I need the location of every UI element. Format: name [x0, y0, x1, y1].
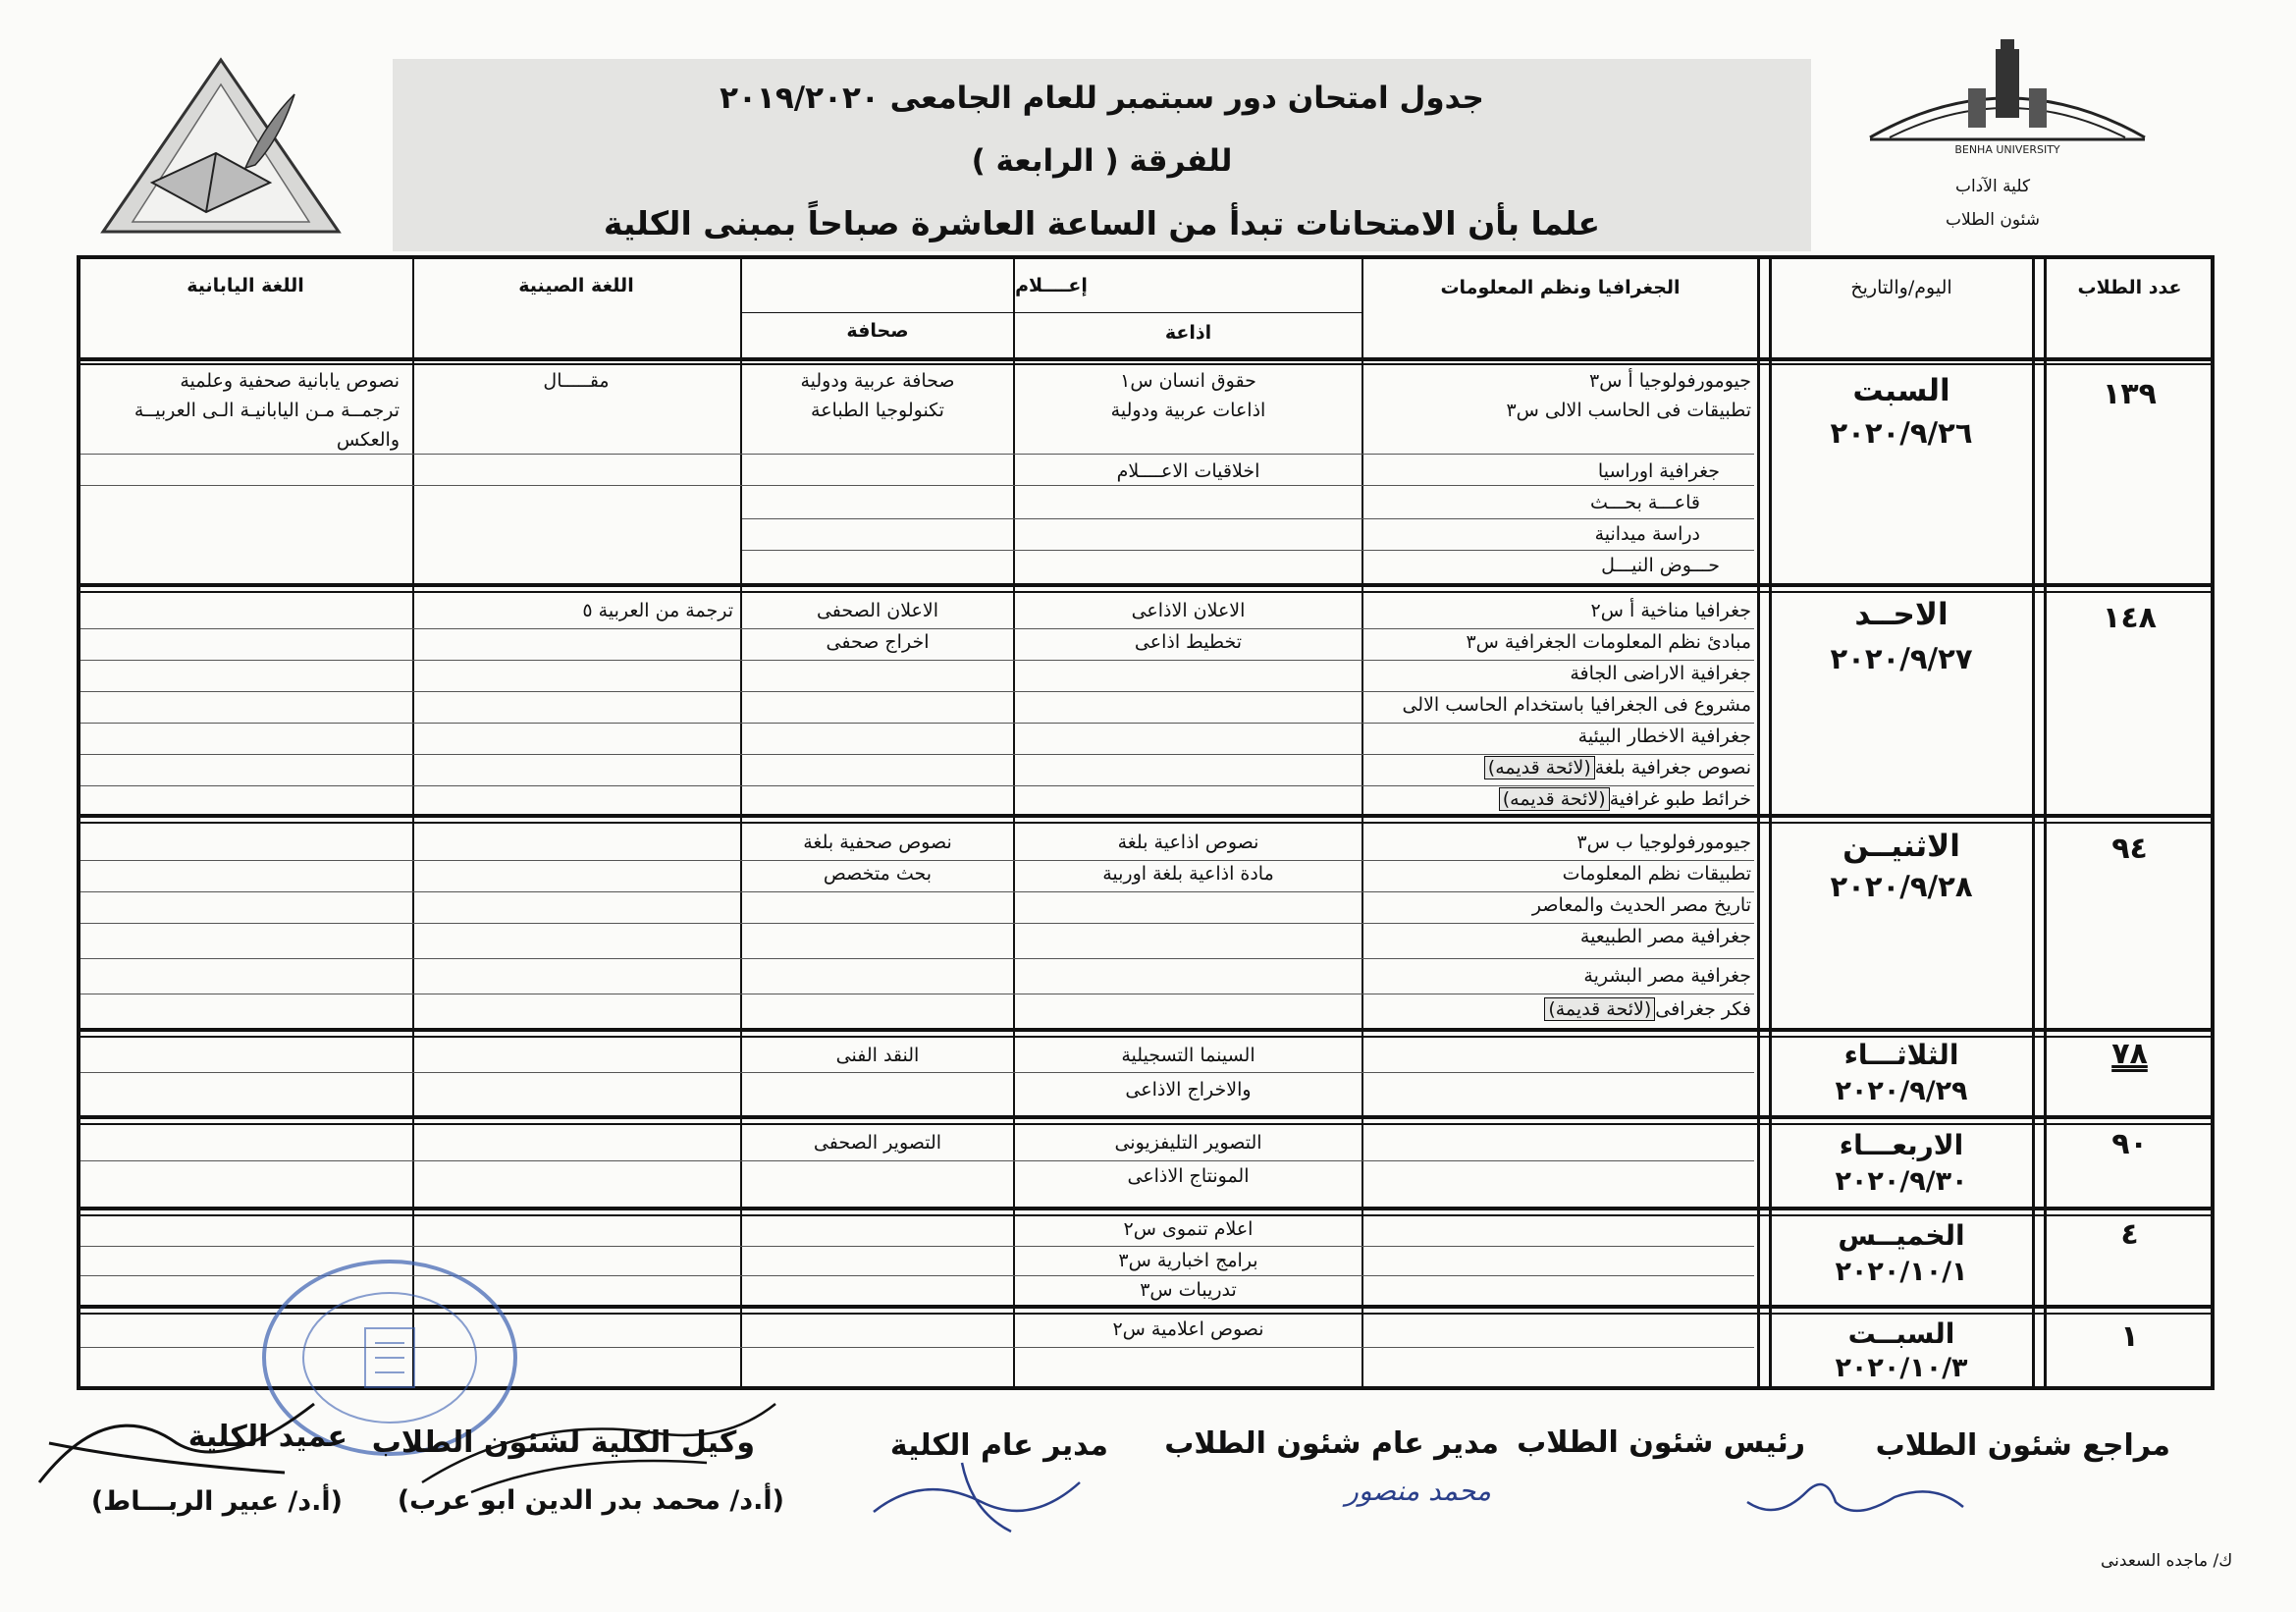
row2-day: الاحــد [1854, 597, 1949, 632]
row3-geo-1: جيومورفولوجيا ب س٣ [1576, 832, 1751, 853]
sig-gm-faculty-title: مدير عام الكلية [889, 1428, 1108, 1463]
sub-line [80, 1160, 1754, 1161]
sig-dean-title: عميد الكلية [187, 1420, 347, 1454]
sub-line [80, 1072, 1754, 1073]
row6-broadcast-2: برامج اخبارية س٣ [1118, 1250, 1258, 1271]
sub-line [80, 485, 1754, 486]
sig-vice-dean-title: وكيل الكلية لشئون الطلاب [371, 1425, 755, 1460]
faculty-department: شئون الطلاب [1945, 210, 2041, 230]
row3-geo-3: تاريخ مصر الحديث والمعاصر [1531, 894, 1751, 916]
row5-press-1: التصوير الصحفى [813, 1132, 942, 1154]
header-students: عدد الطلاب [2077, 277, 2182, 298]
row3-geo-6-text: فكر جغرافى [1655, 998, 1751, 1020]
row2-geo-7-text: خرائط طبو غرافية [1609, 788, 1751, 810]
row7-broadcast-1: نصوص اعلامية س٢ [1112, 1318, 1264, 1340]
sig-gm-affairs-title: مدير عام شئون الطلاب [1164, 1426, 1499, 1461]
sub-line [80, 660, 1754, 661]
row2-broadcast-1: الاعلان الاذاعى [1131, 600, 1246, 621]
row3-press-2: بحث متخصص [823, 863, 933, 885]
row2-geo-6 [1484, 752, 1751, 783]
pyramid-quill-logo [98, 55, 344, 242]
row1-date: ٢٠٢٠/٩/٢٦ [1830, 416, 1973, 450]
row-divider [80, 1028, 2211, 1032]
header-day-date: اليوم/والتاريخ [1850, 277, 1952, 298]
row5-broadcast-2: المونتاج الاذاعى [1127, 1165, 1250, 1187]
row1-geo-2: تطبيقات فى الحاسب الالى س٣ [1506, 400, 1751, 421]
row3-date: ٢٠٢٠/٩/٢٨ [1830, 870, 1973, 903]
row6-date: ٢٠٢٠/١٠/١ [1835, 1257, 1968, 1287]
row2-press-2: اخراج صحفى [826, 631, 930, 653]
row3-geo-2: تطبيقات نظم المعلومات [1562, 863, 1751, 885]
row1-broadcast-2: اذاعات عربية ودولية [1110, 400, 1266, 421]
row6-broadcast-3: تدريبات س٣ [1140, 1279, 1237, 1301]
row2-date: ٢٠٢٠/٩/٢٧ [1830, 642, 1973, 675]
row1-press-1: صحافة عربية ودولية [800, 370, 955, 392]
row3-press-1: نصوص صحفية بلغة [803, 832, 952, 853]
row4-count: ٧٨ [2111, 1037, 2148, 1071]
header-japanese: اللغة اليابانية [187, 275, 304, 296]
signature-scribble-gm-faculty [864, 1453, 1090, 1541]
row6-day: الخميــس [1838, 1219, 1965, 1252]
benha-university-logo [1860, 39, 2155, 157]
sig-reviewer-title: مراجع شئون الطلاب [1875, 1428, 2170, 1463]
logo-text: BENHA UNIVERSITY [1954, 143, 2060, 156]
sub-line [80, 923, 1754, 924]
row5-count: ٩٠ [2111, 1127, 2148, 1161]
row1-japanese-1: نصوص يابانية صحفية وعلمية [180, 370, 400, 392]
row1-press-2: تكنولوجيا الطباعة [811, 400, 944, 421]
title-band [393, 59, 1811, 251]
header-geography: الجغرافيا ونظم المعلومات [1440, 277, 1681, 298]
row1-day: السبت [1852, 373, 1950, 408]
row2-geo-2: مبادئ نظم المعلومات الجغرافية س٣ [1466, 631, 1751, 653]
row2-count: ١٤٨ [2103, 601, 2157, 635]
row-divider [80, 357, 2211, 361]
row6-count: ٤ [2120, 1217, 2139, 1252]
header-press: صحافة [846, 320, 909, 342]
signature-scribble-dean [29, 1384, 324, 1502]
row7-count: ١ [2120, 1319, 2139, 1354]
row2-geo-3: جغرافية الاراضى الجافة [1570, 663, 1751, 684]
row3-count: ٩٤ [2111, 832, 2148, 866]
row-divider [80, 591, 2211, 593]
faculty-name: كلية الآداب [1954, 177, 2031, 196]
row-divider [80, 583, 2211, 587]
exam-schedule-table [77, 255, 2215, 1390]
sub-line [80, 1246, 1754, 1247]
row3-day: الاثنيــن [1842, 829, 1960, 864]
row1-japanese-2: ترجمــة مـن اليابانيـة الـى العربيــة [133, 400, 400, 421]
header-chinese: اللغة الصينية [518, 275, 634, 296]
row1-geo-5: قاعـــة بحـــث [1589, 492, 1700, 513]
row1-broadcast-4: اخلاقيات الاعــــلام [1116, 460, 1260, 482]
row3-geo-6 [1544, 994, 1751, 1025]
header-media: إعــــلام [1015, 275, 1088, 296]
row2-geo-1: جغرافيا مناخية أ س٢ [1590, 600, 1751, 621]
row2-geo-7 [1499, 783, 1751, 815]
row6-broadcast-1: اعلام تنموى س٢ [1123, 1218, 1254, 1240]
row1-geo-1: جيومورفولوجيا أ س٣ [1588, 370, 1751, 392]
signature-scribble-vice-dean [412, 1394, 785, 1502]
row1-broadcast-1: حقوق انسان س١ [1120, 370, 1256, 392]
row3-broadcast-2: مادة اذاعية بلغة اوربية [1102, 863, 1274, 885]
row3-geo-4: جغرافية مصر الطبيعية [1579, 926, 1751, 947]
row1-geo-7: حـــوض النيـــل [1601, 555, 1720, 576]
sig-gm-affairs-handwritten: محمد منصور [1345, 1475, 1491, 1507]
row1-chinese-1: مقـــــال [543, 370, 610, 392]
sub-line [80, 891, 1754, 892]
row1-count: ١٣٩ [2103, 377, 2157, 411]
row1-japanese-3: والعكس [336, 429, 400, 451]
row-divider [80, 1115, 2211, 1119]
exam-time-note: علما بأن الامتحانات تبدأ من الساعة العاشرة صباحاً بمبنى الكلية [603, 204, 1601, 242]
row5-broadcast-1: التصوير التليفزيونى [1114, 1132, 1262, 1154]
header-broadcast: اذاعة [1164, 322, 1212, 344]
row5-day: الاربعـــاء [1839, 1129, 1964, 1161]
row4-press-1: النقد الفنى [835, 1045, 920, 1066]
row2-geo-4: مشروع فى الجغرافيا باستخدام الحاسب الالى [1402, 694, 1751, 716]
row-divider [80, 814, 2211, 818]
row3-broadcast-1: نصوص اذاعية بلغة [1117, 832, 1259, 853]
sub-line [80, 958, 1754, 959]
row2-press-1: الاعلان الصحفى [816, 600, 939, 621]
row2-broadcast-2: تخطيط اذاعى [1134, 631, 1243, 653]
row3-geo-6-old-regulation: (لائحة قديمة) [1544, 997, 1655, 1021]
row1-geo-6: دراسة ميدانية [1594, 523, 1700, 545]
row7-date: ٢٠٢٠/١٠/٣ [1835, 1353, 1968, 1383]
row2-geo-6-text: نصوص جغرافية بلغة [1594, 757, 1751, 779]
row4-day: الثلاثـــاء [1843, 1039, 1959, 1071]
sig-head-title: رئيس شئون الطلاب [1517, 1425, 1805, 1460]
sub-line [80, 454, 1754, 455]
class-level-title: للفرقة ( الرابعة ) [971, 143, 1233, 179]
row2-geo-6-old-regulation: (لائحة قديمه) [1484, 756, 1595, 779]
row7-day: السبــت [1847, 1317, 1955, 1350]
row1-geo-4: جغرافية اوراسيا [1597, 460, 1720, 482]
row4-broadcast-1: السينما التسجيلية [1121, 1045, 1255, 1066]
signature-scribble-head [1737, 1463, 1973, 1531]
row5-date: ٢٠٢٠/٩/٣٠ [1835, 1166, 1968, 1197]
row4-date: ٢٠٢٠/٩/٢٩ [1835, 1076, 1968, 1106]
sig-vice-dean-name: (أ.د/ محمد بدر الدين ابو عرب) [397, 1485, 784, 1516]
schedule-title: جدول امتحان دور سبتمبر للعام الجامعى ٢٠١٩/٢٠٢٠ [720, 81, 1484, 116]
row2-geo-5: جغرافية الاخطار البيئية [1577, 725, 1751, 747]
row-divider [80, 822, 2211, 824]
footer-note: ك/ ماجده السعدنى [2101, 1551, 2233, 1571]
row-divider [80, 1207, 2211, 1210]
media-subheader-line [742, 312, 1362, 313]
row-divider [80, 1036, 2211, 1038]
sig-dean-name: (أ.د/ عبير الربـــاط) [90, 1486, 343, 1517]
row2-chinese-1: ترجمة من العربية ٥ [582, 600, 733, 621]
row2-geo-7-old-regulation: (لائحة قديمه) [1499, 787, 1610, 811]
row-divider [80, 1123, 2211, 1125]
sub-line [80, 723, 1754, 724]
row3-geo-5: جغرافية مصر البشرية [1583, 965, 1751, 987]
row4-broadcast-2: والاخراج الاذاعى [1125, 1079, 1252, 1101]
